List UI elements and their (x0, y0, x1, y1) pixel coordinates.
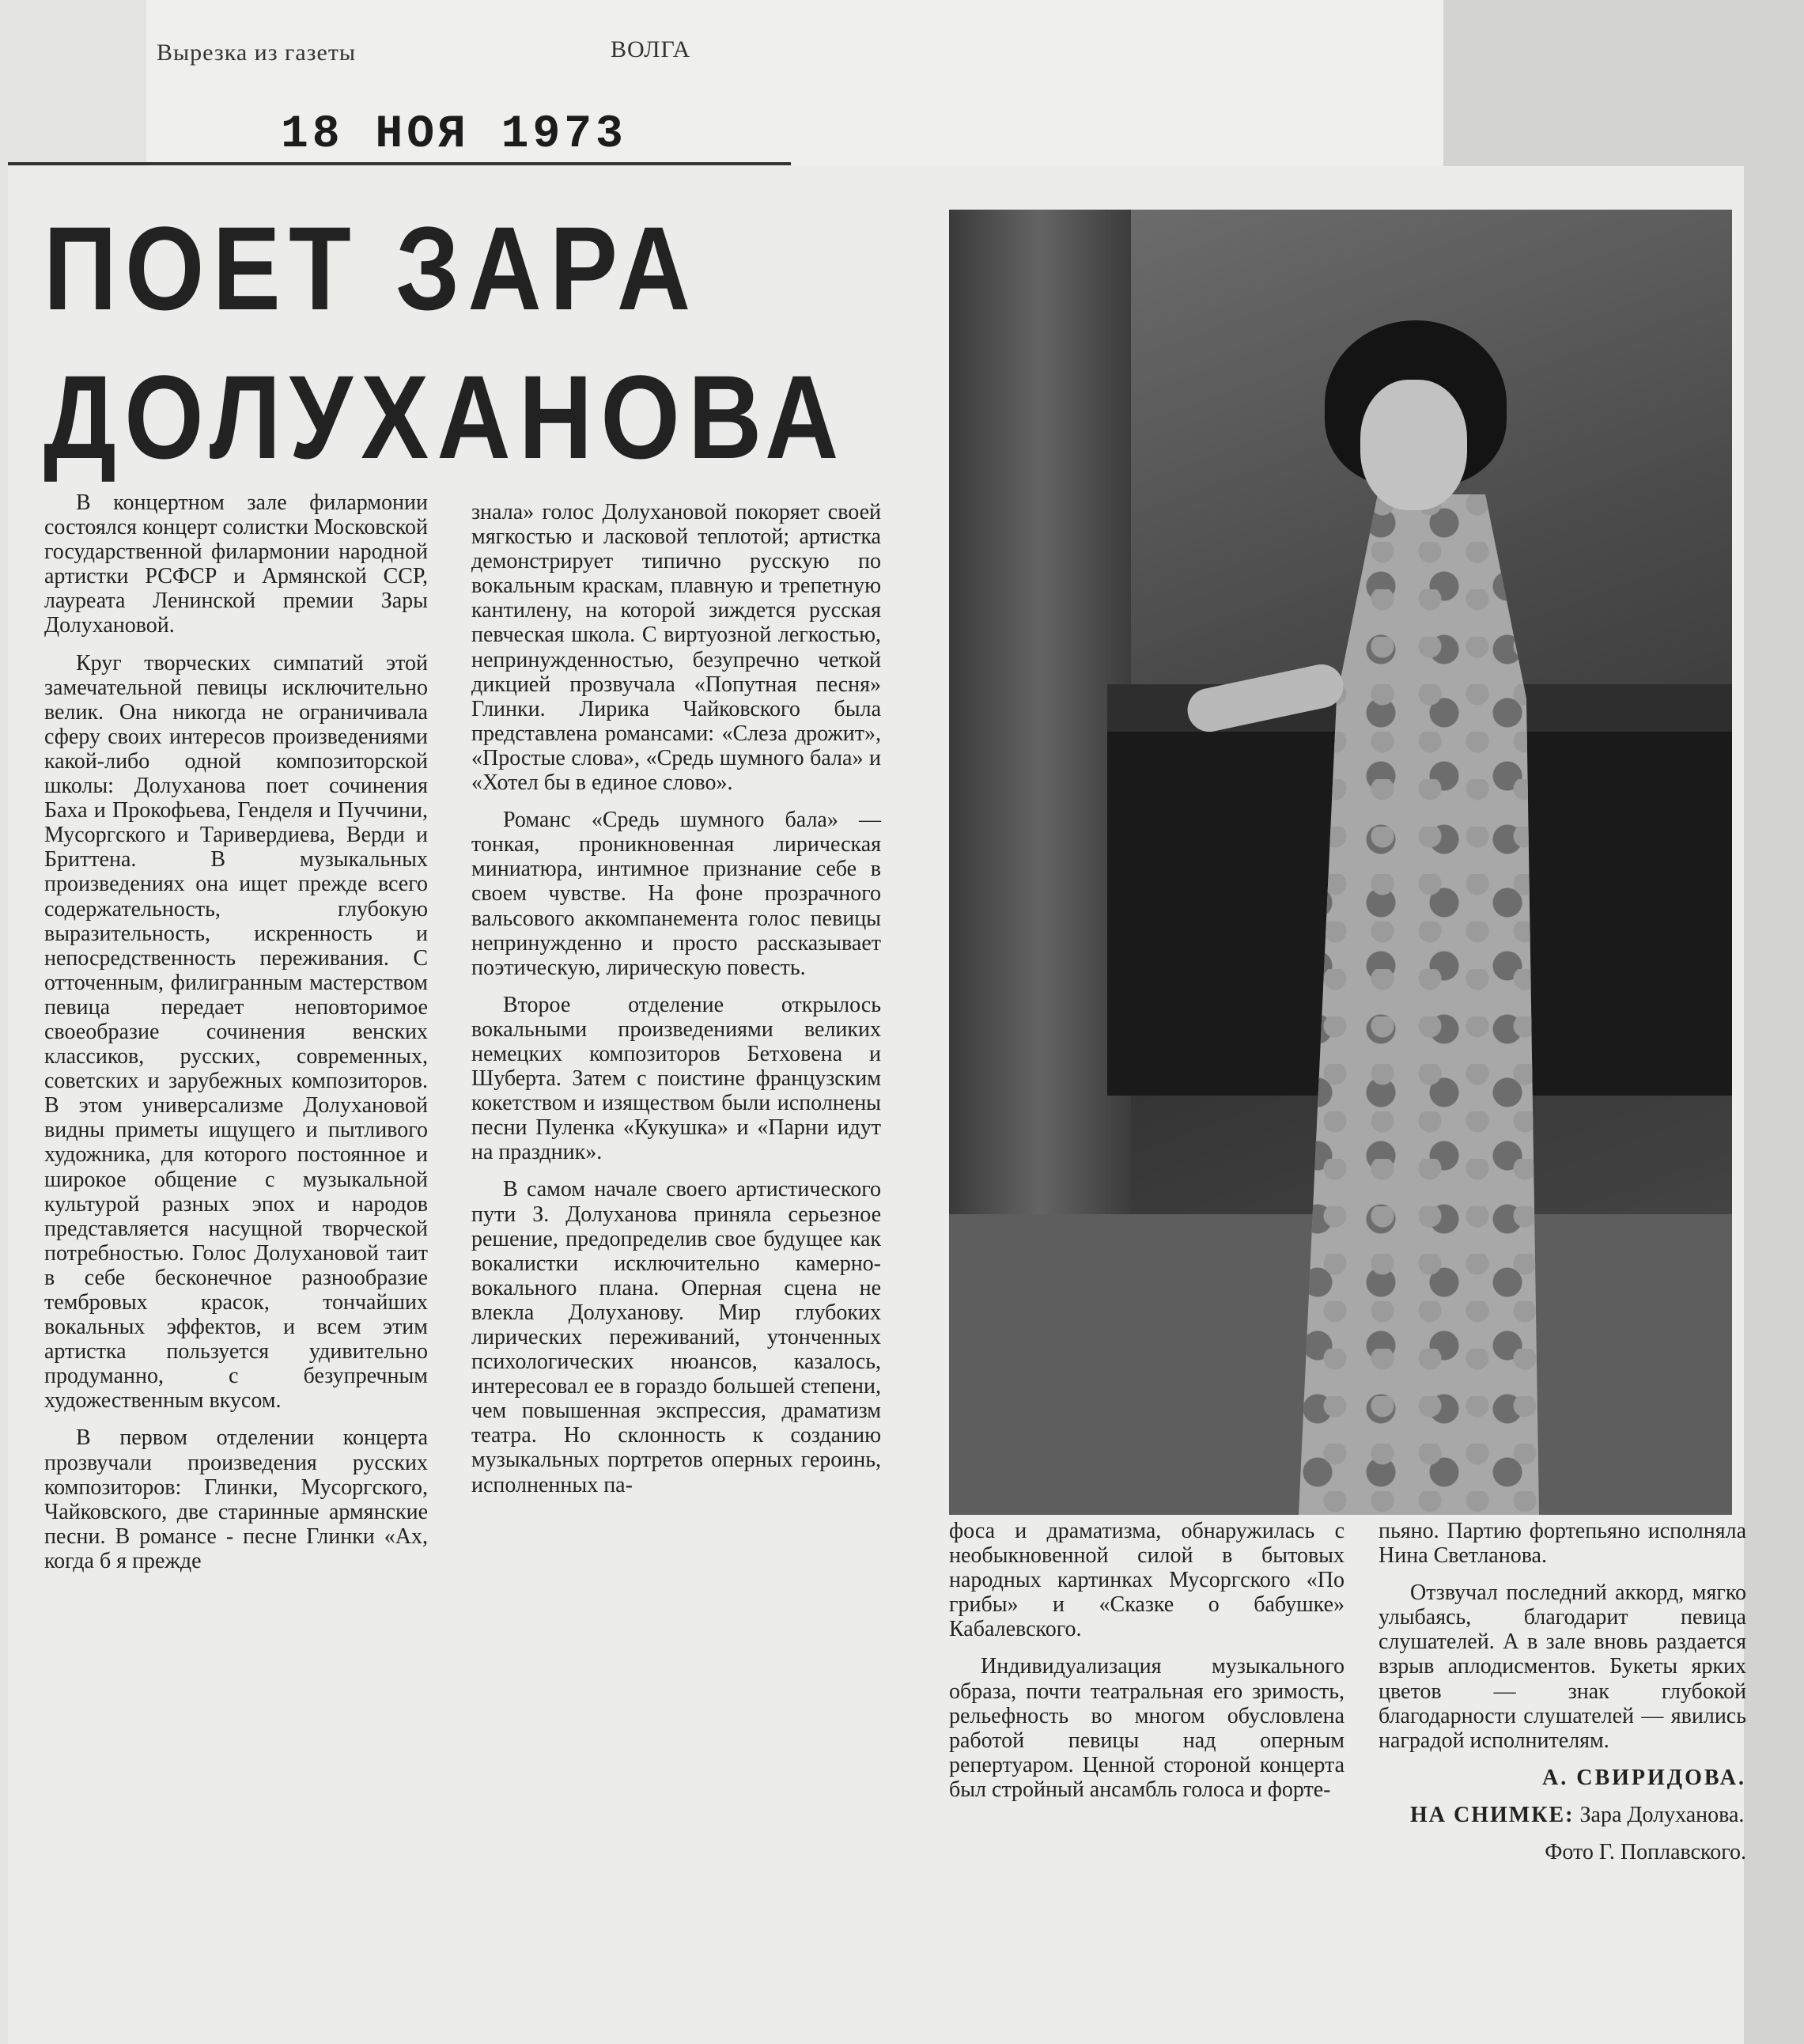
author-signature: А. СВИРИДОВА. (1542, 1765, 1746, 1790)
article-column-2 (471, 500, 881, 1510)
article-column-3 (949, 1519, 1344, 1815)
article-column-1 (44, 490, 428, 1586)
headline (43, 194, 847, 491)
caption-label: НА СНИМКЕ: (1410, 1802, 1575, 1827)
photo-caption (1379, 1803, 1746, 1827)
paragraph: знала» голос Долухановой покоряет своей мягкостью и ласковой теплотой; артистка демонстрирует типично русскую по вокальным краскам, плавную и трепетную кантилену, на которой зиждется русская певческая школа. С виртуозной легкостью, непринужденностью, безупречно четкой дикцией прозвучала «Попутная песня» Глинки. Лирика Чайковского была представлена романсами: «Слеза дрожит», «Простые слова», «Средь шумного бала» и «Хотел бы в единое слово». (471, 500, 881, 796)
paragraph: В концертном зале филармонии состоялся концерт солистки Московской государственной филармонии народной артистки РСФСР и Армянской ССР, лауреата Ленинской премии Зары Долухановой. (44, 490, 428, 638)
stamp-date: 18 НОЯ 1973 (281, 109, 627, 161)
paragraph: фоса и драматизма, обнаружилась с необыкновенной силой в бытовых народных картинках Мусоргского «По грибы» и «Сказке о бабушке» Кабалевского. (949, 1519, 1344, 1642)
stamp-newspaper: ВОЛГА (611, 36, 691, 62)
paragraph: Отзвучал последний аккорд, мягко улыбаясь, благодарит певица слушателей. А в зале вновь раздается взрыв аплодисментов. Букеты ярких цветов — знак глубокой благодарности слушателей — явились наградой исполнителям. (1379, 1580, 1746, 1753)
photo-face (1360, 380, 1467, 510)
paragraph: Романс «Средь шумного бала» — тонкая, проникновенная лирическая миниатюра, интимное признание себе в своем чувстве. На фоне прозрачного вальсового аккомпанемента голос певицы непринужденно и просто рассказывает поэтическую, лирическую повесть. (471, 808, 881, 980)
article-column-4 (1379, 1519, 1746, 1877)
paragraph: В первом отделении концерта прозвучали произведения русских композиторов: Глинки, Мусоргского, Чайковского, две старинные армянские песни. В романсе - песне Глинки «Ах, когда б я прежде (44, 1425, 428, 1573)
headline-line2: ДОЛУХАНОВА (43, 350, 847, 483)
paragraph: В самом начале своего артистического пути З. Долуханова приняла серьезное решение, предопределив свое будущее как вокалистки исключительно камерно-вокального плана. Оперная сцена не влекла Долуханову. Мир глубоких лирических переживаний, утонченных психологических нюансов, казалось, интересовал ее в гораздо большей степени, чем повышенная экспрессия, драматизм театра. Но склонность к созданию музыкальных портретов оперных героинь, исполненных па- (471, 1177, 881, 1497)
paragraph: Индивидуализация музыкального образа, почти театральная его зримость, рельефность во многом обусловлена работой певицы над оперным репертуаром. Ценной стороной концерта был стройный ансамбль голоса и форте- (949, 1654, 1344, 1802)
stamp-label: Вырезка из газеты (157, 40, 357, 66)
photo-credit: Фото Г. Поплавского. (1545, 1840, 1746, 1865)
headline-line1: ПОЕТ ЗАРА (43, 202, 699, 335)
paragraph: пьяно. Партию фортепьяно исполняла Нина Светланова. (1379, 1519, 1746, 1569)
header-rule (8, 162, 791, 165)
photo-portrait-icon (949, 210, 1732, 1515)
caption-text: Зара Долуханова. (1579, 1802, 1745, 1827)
paragraph: Второе отделение открылось вокальными произведениями великих немецких композиторов Бетховена и Шуберта. Затем с поистине французским кокетством и изяществом были исполнены песни Пуленка «Кукушка» и «Парни идут на праздник». (471, 992, 881, 1165)
paragraph: Круг творческих симпатий этой замечательной певицы исключительно велик. Она никогда не ограничивала сферу своих интересов произведениями какой-либо одной композиторской школы: Долуханова поет сочинения Баха и Прокофьева, Генделя и Пуччини, Мусоргского и Таривердиева, Верди и Бриттена. В музыкальных произведениях она ищет прежде всего содержательность, глубокую выразительность, искренность и непосредственность переживания. С отточенным, филигранным мастерством певица передает неповторимое своеобразие сочинения венских классиков, русских, современных, советских и зарубежных композиторов. В этом универсализме Долухановой видны приметы ищущего и пытливого художника, для которого постоянное и широкое общение с музыкальной культурой разных эпох и народов представляется насущной творческой потребностью. Голос Долухановой таит в себе бесконечное разнообразие тембровых красок, тончайших вокальных эффектов, и всем этим артистка пользуется удивительно продуманно, с безупречным художественным вкусом. (44, 650, 428, 1414)
